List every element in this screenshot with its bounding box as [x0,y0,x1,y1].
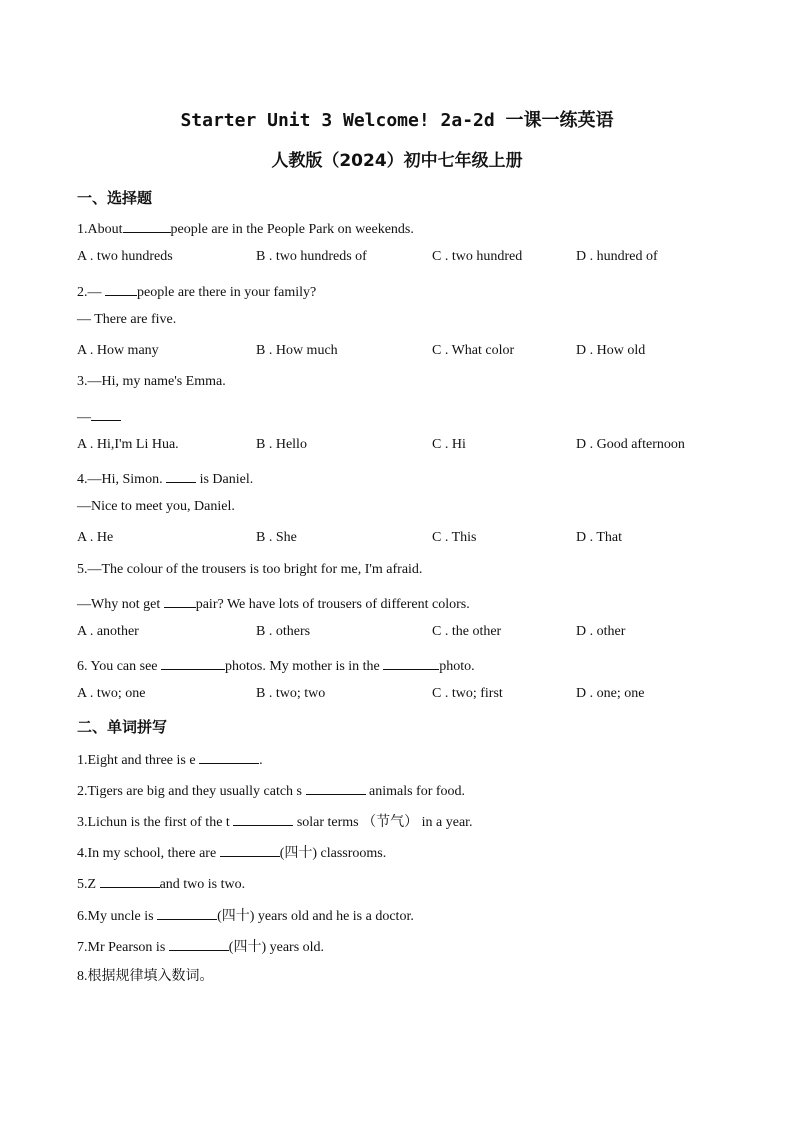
question-1 [77,218,414,238]
option-d: D . That [576,530,623,545]
question-text: photo. [439,659,475,674]
option-b: B . two; two [256,686,326,701]
answer-blank [169,936,229,951]
question-6 [77,655,475,675]
spelling-item-4 [77,842,386,862]
page-title: Starter Unit 3 Welcome! 2a-2d 一课一练英语 [180,110,614,131]
option-a: A . How many [77,343,159,358]
question-5: 5.—The colour of the trousers is too bright for me, I'm afraid. [77,562,423,577]
question-text: photos. My mother is in the [225,659,384,674]
question-text: 2.— [77,285,105,300]
question-text: . [259,753,263,768]
spelling-item-6 [77,905,414,925]
question-4-reply: —Nice to meet you, Daniel. [77,499,235,514]
answer-blank [233,811,293,826]
page-subtitle: 人教版（2024）初中七年级上册 [271,151,523,171]
question-text: and two is two. [159,877,246,892]
option-d: D . hundred of [576,249,658,264]
question-text: is Daniel. [196,472,254,487]
option-b: B . How much [256,343,338,358]
option-a: A . two hundreds [77,249,173,264]
question-text: (四十) classrooms. [279,846,387,861]
option-b: B . others [256,624,311,639]
question-5-reply [77,593,470,613]
option-c: C . What color [432,343,515,358]
option-c: C . two; first [432,686,503,701]
option-c: C . Hi [432,437,466,452]
question-text: solar terms （节气） in a year. [293,815,473,830]
answer-blank [166,468,196,483]
section-heading-spelling: 二、单词拼写 [77,718,168,736]
question-text: 1.Eight and three is e [77,753,200,768]
spelling-item-2 [77,780,465,800]
question-text: 2.Tigers are big and they usually catch s [77,784,306,799]
option-c: C . the other [432,624,502,639]
question-text: — [77,410,91,425]
answer-blank [164,593,196,608]
question-3: 3.—Hi, my name's Emma. [77,374,226,389]
option-b: B . two hundreds of [256,249,367,264]
option-d: D . Good afternoon [576,437,685,452]
spelling-item-1 [77,749,263,769]
answer-blank [105,281,137,296]
question-text: 6. You can see [77,659,161,674]
question-text: 4.In my school, there are [77,846,220,861]
spelling-item-7 [77,936,324,956]
spelling-item-8: 8.根据规律填入数词。 [77,969,214,984]
answer-blank [123,218,171,233]
question-text: —Why not get [77,597,164,612]
option-d: D . How old [576,343,646,358]
question-text: 3.Lichun is the first of the t [77,815,234,830]
question-text: animals for food. [365,784,466,799]
section-heading-choice: 一、选择题 [77,189,153,207]
spelling-item-3 [77,811,473,831]
answer-blank [199,749,259,764]
question-4 [77,468,253,488]
option-b: B . She [256,530,297,545]
question-text: 1.About [77,222,123,237]
option-d: D . one; one [576,686,645,701]
option-a: A . another [77,624,139,639]
option-c: C . two hundred [432,249,523,264]
option-c: C . This [432,530,477,545]
option-a: A . He [77,530,114,545]
question-text: (四十) years old and he is a doctor. [217,909,414,924]
option-d: D . other [576,624,626,639]
question-text: people are in the People Park on weekends. [170,222,414,237]
answer-blank [100,873,160,888]
question-text: (四十) years old. [228,940,325,955]
question-2-reply: — There are five. [77,312,177,327]
question-text: 7.Mr Pearson is [77,940,169,955]
answer-blank [306,780,366,795]
question-text: pair? We have lots of trousers of different colors. [195,597,470,612]
question-text: 4.—Hi, Simon. [77,472,167,487]
question-2 [77,281,316,301]
question-text: people are there in your family? [137,285,317,300]
answer-blank [220,842,280,857]
question-text: 6.My uncle is [77,909,158,924]
question-3-reply [77,406,121,426]
option-a: A . two; one [77,686,146,701]
option-b: B . Hello [256,437,307,452]
answer-blank [91,406,121,421]
spelling-item-5 [77,873,245,893]
answer-blank [383,655,439,670]
option-a: A . Hi,I'm Li Hua. [77,437,179,452]
answer-blank [161,655,225,670]
question-text: 5.Z [77,877,100,892]
answer-blank [157,905,217,920]
